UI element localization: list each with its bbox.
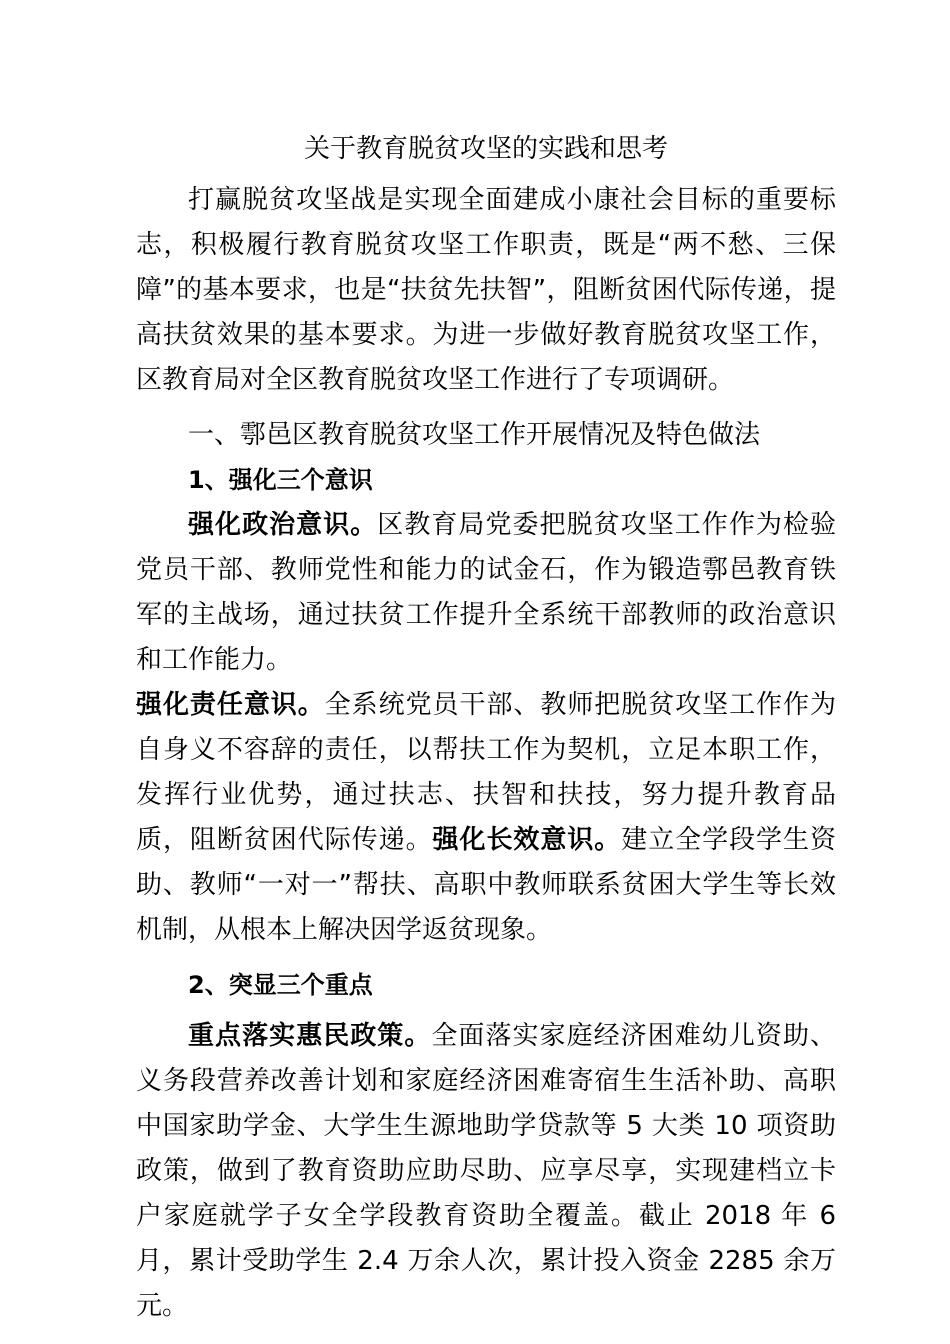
lead-longterm-awareness: 强化长效意识。 xyxy=(432,825,622,855)
paragraph-political-awareness xyxy=(136,503,836,683)
spacer xyxy=(136,403,836,413)
section-heading-1: 一、鄠邑区教育脱贫攻坚工作开展情况及特色做法 xyxy=(188,420,761,450)
sub-heading-1: 1、强化三个意识 xyxy=(188,466,373,494)
spacer xyxy=(136,953,836,963)
text-political-awareness: 区教育局党委把脱贫攻坚工作作为检验党员干部、教师党性和能力的试金石，作为锻造鄠邑教育铁军的主战场，通过扶贫工作提升全系统干部教师的政治意识和工作能力。 xyxy=(136,510,836,675)
sub-heading-2: 2、突显三个重点 xyxy=(188,971,373,999)
paragraph-responsibility-awareness xyxy=(136,683,836,953)
text-policy: 全面落实家庭经济困难幼儿资助、义务段营养改善计划和家庭经济困难寄宿生生活补助、高职中国家助学金、大学生生源地助学贷款等 5 大类 10 项资助政策，做到了教育资助应助尽助、应享尽享，实现建档立卡户家庭就学子女全学段教育资助全覆盖。截止 2018 年 6 月，累计受助学生 2.4 万余人次，累计投入资金 2285 余万元。 xyxy=(136,1021,836,1321)
document-page xyxy=(136,126,836,1329)
text-longterm-awareness: 建立全学段学生资助、教师“一对一”帮扶、高职中教师联系贫困大学生等长效机制，从根本上解决因学返贫现象。 xyxy=(136,825,836,945)
lead-responsibility-awareness: 强化责任意识。 xyxy=(136,690,325,720)
lead-policy: 重点落实惠民政策。 xyxy=(188,1021,432,1051)
intro-paragraph: 打赢脱贫攻坚战是实现全面建成小康社会目标的重要标志，积极履行教育脱贫攻坚工作职责，既是“两不愁、三保障”的基本要求，也是“扶贫先扶智”，阻断贫困代际传递，提高扶贫效果的基本要求。为进一步做好教育脱贫攻坚工作，区教育局对全区教育脱贫攻坚工作进行了专项调研。 xyxy=(136,185,836,395)
text-responsibility-awareness: 全系统党员干部、教师把脱贫攻坚工作作为自身义不容辞的责任，以帮扶工作为契机，立足本职工作，发挥行业优势，通过扶志、扶智和扶技，努力提升教育品质，阻断贫困代际传递。 xyxy=(136,690,836,855)
lead-political-awareness: 强化政治意识。 xyxy=(188,510,378,540)
paragraph-policy xyxy=(136,1014,836,1329)
document-title: 关于教育脱贫攻坚的实践和思考 xyxy=(303,134,668,164)
